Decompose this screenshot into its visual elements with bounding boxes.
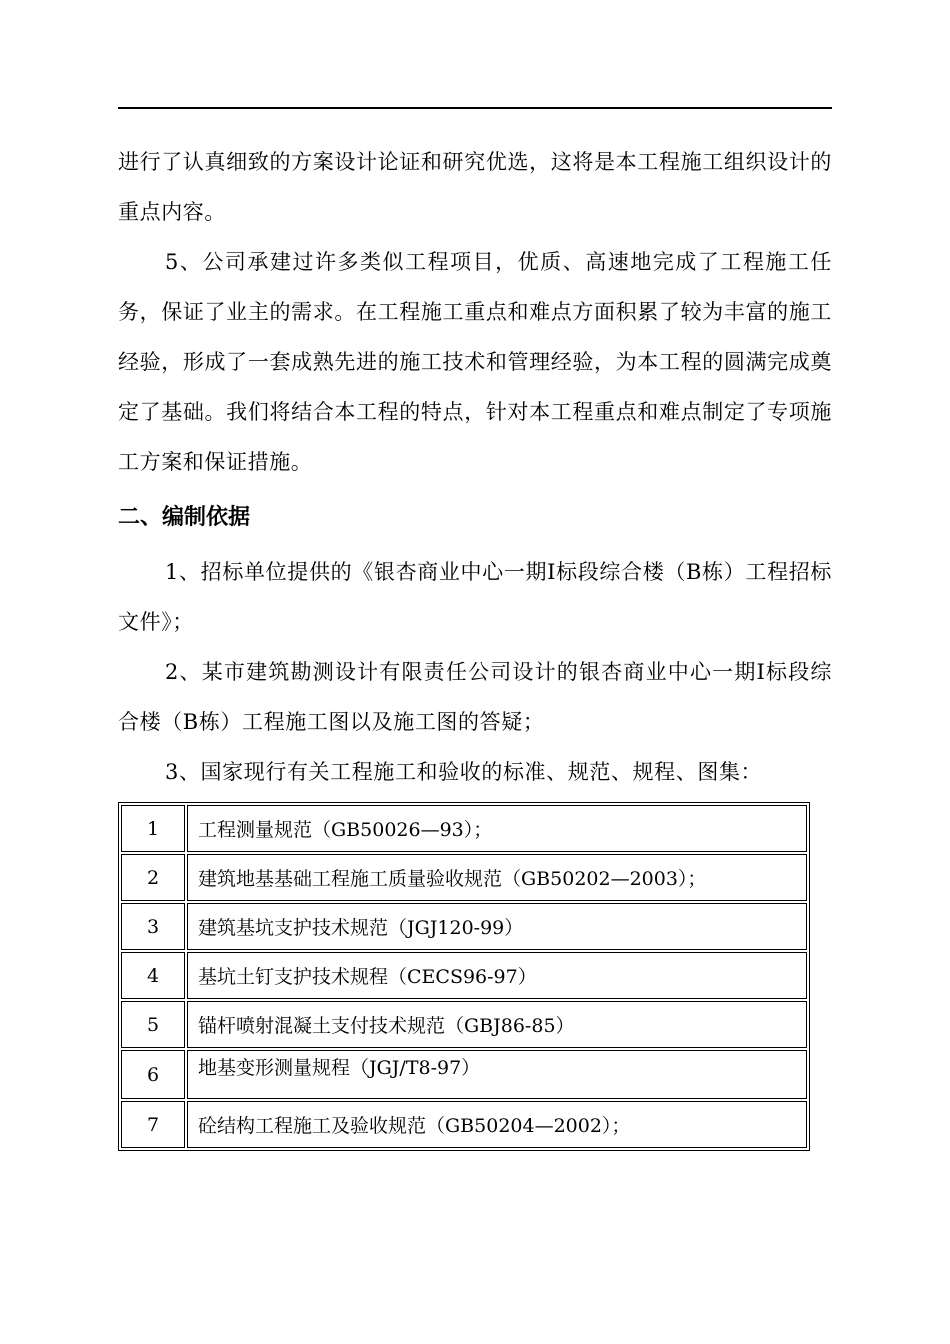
row-number: 1 [121, 805, 185, 852]
basis-item-3: 3、国家现行有关工程施工和验收的标准、规范、规程、图集： [165, 760, 763, 784]
standard-name: 建筑基坑支护技术规范（JGJ120-99） [187, 903, 807, 950]
table-row [121, 1101, 807, 1148]
standard-name: 地基变形测量规程（JGJ/T8-97） [187, 1050, 807, 1099]
standard-name: 建筑地基基础工程施工质量验收规范（GB50202—2003）； [187, 854, 807, 901]
document-body [118, 137, 832, 797]
table-row [121, 854, 807, 901]
table-row [121, 1050, 807, 1099]
row-number: 6 [121, 1050, 185, 1099]
table-row [121, 903, 807, 950]
standard-name: 锚杆喷射混凝土支付技术规范（GBJ86-85） [187, 1001, 807, 1048]
standard-name: 砼结构工程施工及验收规范（GB50204—2002）； [187, 1101, 807, 1148]
standard-name: 基坑土钉支护技术规程（CECS96-97） [187, 952, 807, 999]
paragraph-continuation: 进行了认真细致的方案设计论证和研究优选，这将是本工程施工组织设计的重点内容。 [118, 150, 832, 224]
paragraph-item-5: 5、公司承建过许多类似工程项目，优质、高速地完成了工程施工任务，保证了业主的需求。在工程施工重点和难点方面积累了较为丰富的施工经验，形成了一套成熟先进的施工技术和管理经验，为本工程的圆满完成奠定了基础。我们将结合本工程的特点，针对本工程重点和难点制定了专项施工方案和保证措施。 [118, 250, 832, 474]
row-number: 7 [121, 1101, 185, 1148]
header-rule [118, 107, 832, 109]
table-row [121, 952, 807, 999]
basis-item-1: 1、招标单位提供的《银杏商业中心一期Ⅰ标段综合楼（B栋）工程招标文件》； [118, 560, 832, 634]
table-row [121, 805, 807, 852]
row-number: 4 [121, 952, 185, 999]
standards-table [118, 802, 810, 1151]
basis-item-2: 2、某市建筑勘测设计有限责任公司设计的银杏商业中心一期Ⅰ标段综合楼（B栋）工程施工图以及施工图的答疑； [118, 660, 832, 734]
table-row [121, 1001, 807, 1048]
row-number: 3 [121, 903, 185, 950]
standard-name: 工程测量规范（GB50026—93）； [187, 805, 807, 852]
row-number: 2 [121, 854, 185, 901]
section-heading: 二、编制依据 [118, 505, 251, 530]
row-number: 5 [121, 1001, 185, 1048]
